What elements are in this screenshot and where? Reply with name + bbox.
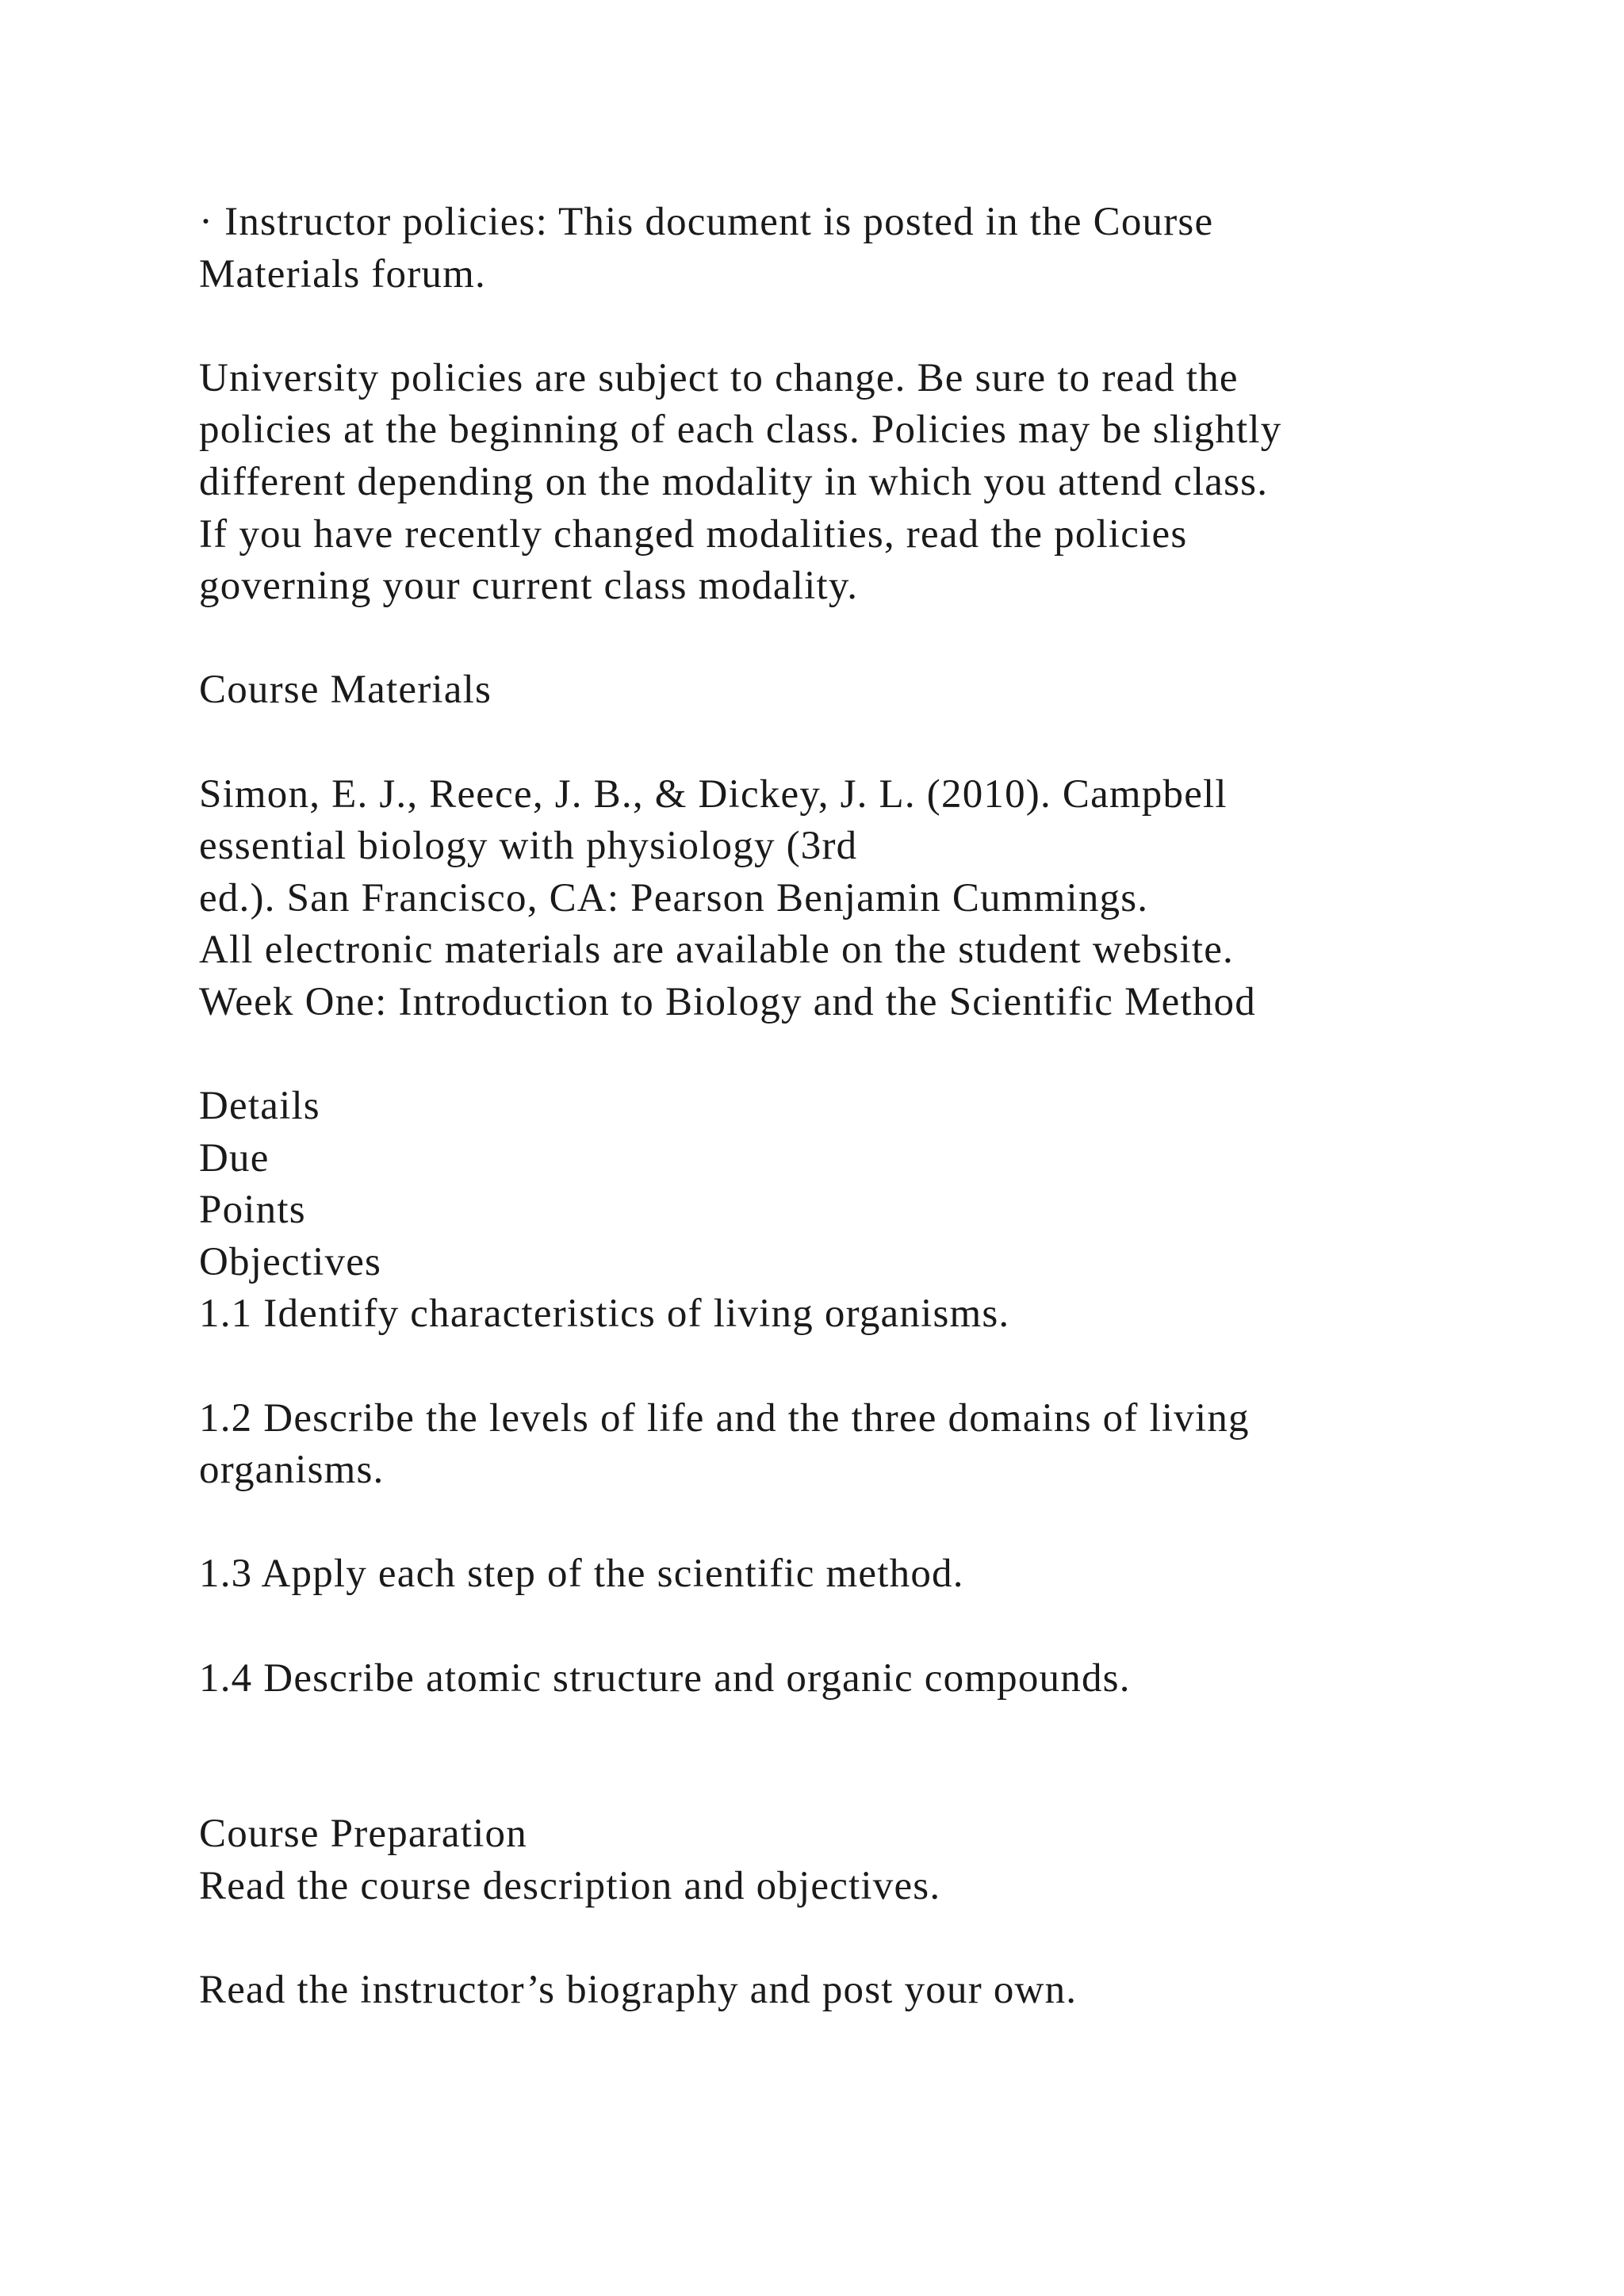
citation-line-1: Simon, E. J., Reece, J. B., & Dickey, J. L. (2010). Campbell [199,771,1228,817]
spacer [199,1705,1507,1808]
spacer [199,1341,1507,1393]
due-header: Due [199,1135,270,1181]
course-preparation-heading: Course Preparation [199,1812,527,1857]
week-one-heading: Week One: Introduction to Biology and the Scientific Method [199,979,1256,1024]
spacer [199,717,1507,769]
university-policies-line-2: policies at the beginning of each class. Policies may be slightly [199,408,1282,453]
objective-1-4: 1.4 Describe atomic structure and organic compounds. [199,1655,1131,1701]
electronic-materials-note: All electronic materials are available on the student website. [199,928,1234,973]
citation-line-2: essential biology with physiology (3rd [199,824,858,869]
instructor-policies-line-2: Materials forum. [199,251,486,297]
points-header: Points [199,1188,306,1233]
university-policies-line-4: If you have recently changed modalities, read the policies [199,511,1188,557]
university-policies-line-5: governing your current class modality. [199,564,859,609]
objective-1-1: 1.1 Identify characteristics of living organisms. [199,1292,1010,1337]
spacer [199,1497,1507,1549]
course-materials-heading: Course Materials [199,668,492,713]
instructor-policies-line-1: · Instructor policies: This document is posted in the Course [199,200,1214,244]
document-body [199,197,1507,2017]
university-policies-line-1: University policies are subject to change. Be sure to read the [199,355,1239,400]
spacer [199,613,1507,665]
objective-1-3: 1.3 Apply each step of the scientific method. [199,1552,964,1597]
objectives-header: Objectives [199,1239,382,1284]
details-header: Details [199,1084,320,1129]
preparation-item-1: Read the course description and objectives. [199,1864,941,1908]
spacer [199,1601,1507,1653]
university-policies-line-3: different depending on the modality in which you attend class. [199,459,1269,504]
preparation-item-2: Read the instructor’s biography and post your own. [199,1968,1078,2013]
spacer [199,1029,1507,1081]
objective-1-2-line-1: 1.2 Describe the levels of life and the three domains of living [199,1395,1250,1441]
spacer [199,300,1507,353]
citation-line-3: ed.). San Francisco, CA: Pearson Benjamin Cummings. [199,875,1149,920]
spacer [199,1913,1507,1965]
objective-1-2-line-2: organisms. [199,1448,385,1493]
